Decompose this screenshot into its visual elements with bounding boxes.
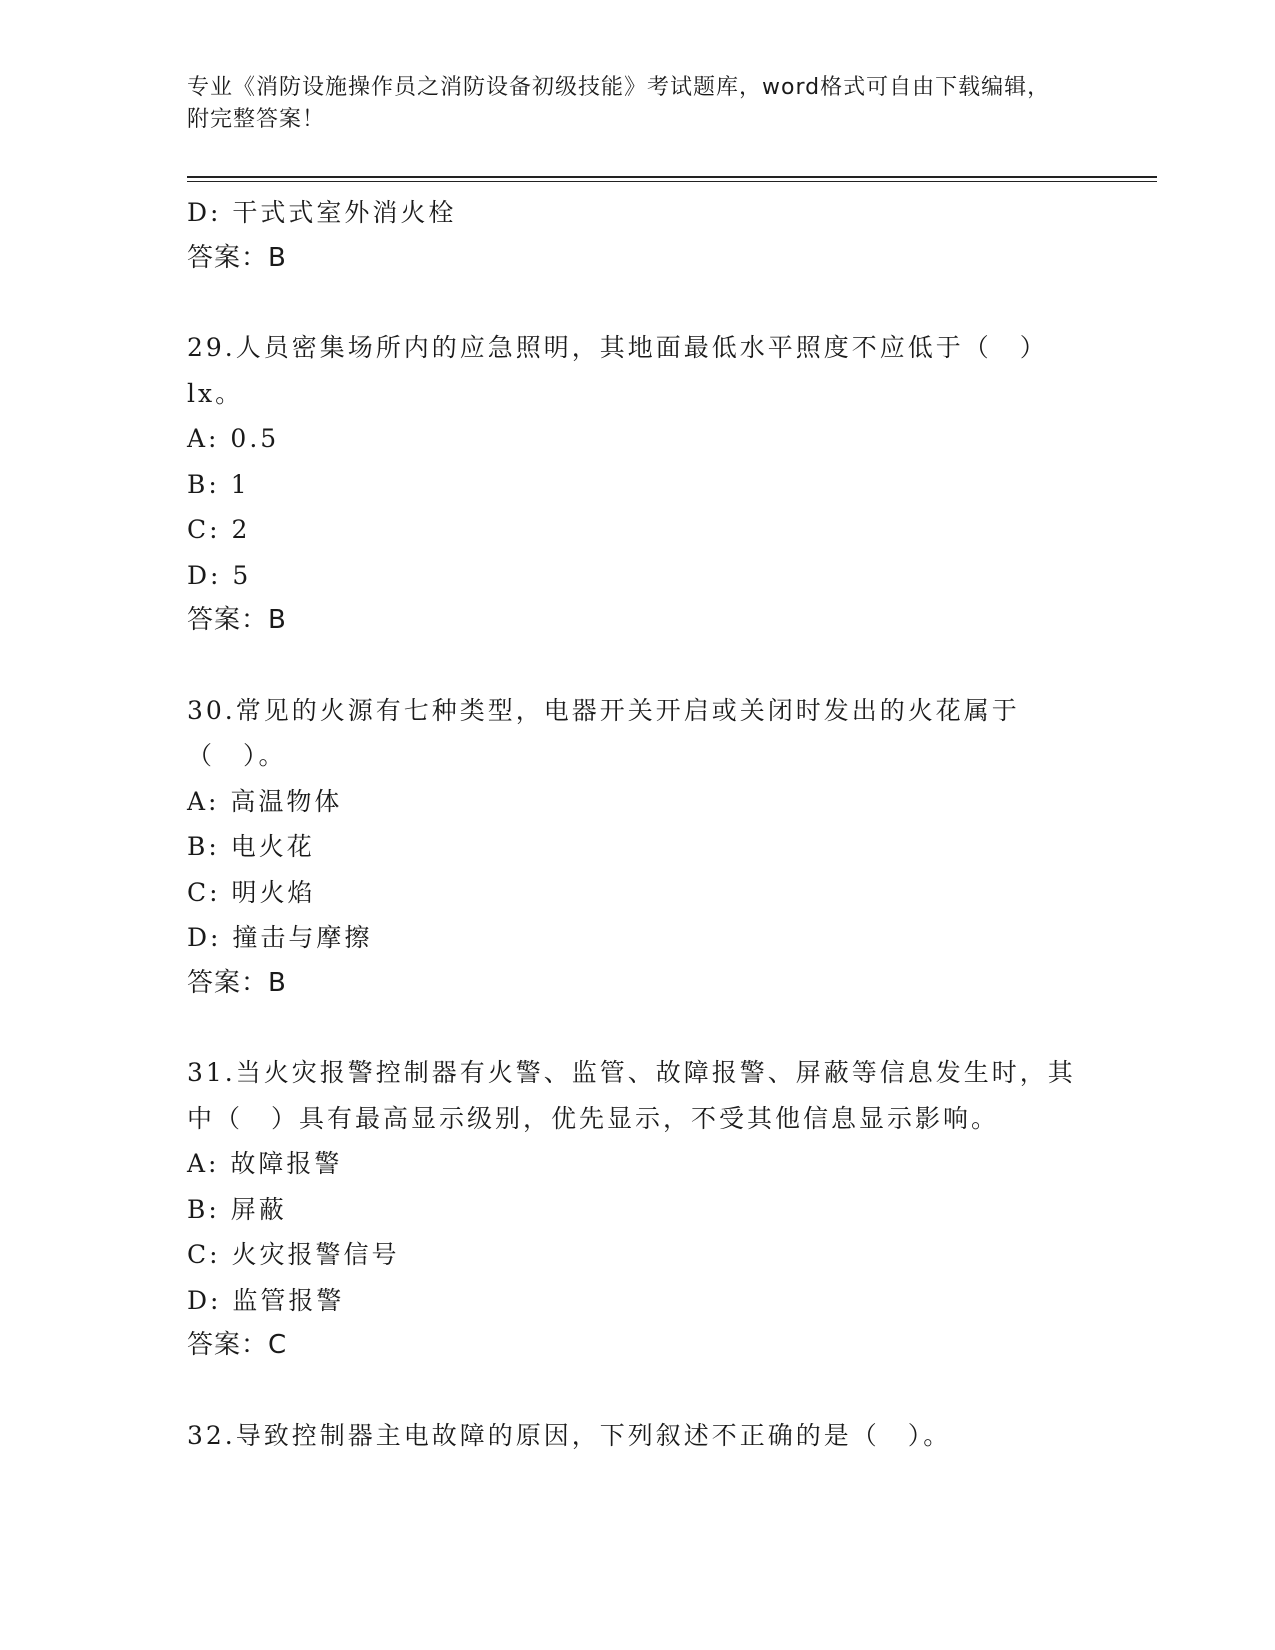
- answer: 答案：C: [187, 1330, 288, 1360]
- document-header: 专业《消防设施操作员之消防设备初级技能》考试题库，word格式可自由下载编辑，附完整答案！: [187, 75, 1051, 132]
- option-c: C: 火灾报警信号: [187, 1240, 400, 1269]
- question-list: [187, 190, 1087, 1458]
- option-c: C: 2: [187, 515, 251, 544]
- answer: 答案：B: [187, 967, 287, 998]
- question-stem: 31.当火灾报警控制器有火警、监管、故障报警、屏蔽等信息发生时，其中（ ）具有最高显示级别，优先显示，不受其他信息显示影响。: [187, 1058, 1076, 1133]
- header-rule-thick: [187, 176, 1157, 178]
- option-b: B: 1: [187, 469, 250, 499]
- question-32: [187, 1413, 1087, 1459]
- question-spacer: [187, 1369, 1087, 1413]
- prev-question-answer: 答案：B: [187, 242, 287, 273]
- header-rule-thin: [187, 181, 1157, 182]
- question-spacer: [187, 644, 1087, 688]
- option-a: A: 高温物体: [187, 786, 343, 816]
- question-stem: 30.常见的火源有七种类型，电器开关开启或关闭时发出的火花属于（ ）。: [187, 695, 1020, 770]
- question-30: [187, 688, 1087, 1007]
- question-29: [187, 325, 1087, 644]
- option-d: D: 5: [187, 560, 252, 590]
- option-b: B: 屏蔽: [187, 1194, 287, 1224]
- answer: 答案：B: [187, 605, 287, 635]
- question-stem: 29.人员密集场所内的应急照明，其地面最低水平照度不应低于（ ）lx。: [187, 333, 1048, 408]
- option-b: B: 电火花: [187, 832, 315, 861]
- question-31: [187, 1050, 1087, 1369]
- option-a: A: 故障报警: [187, 1149, 343, 1178]
- question-spacer: [187, 1006, 1087, 1050]
- prev-question-option-d: D: 干式式室外消火栓: [187, 198, 457, 227]
- question-stem: 32.导致控制器主电故障的原因，下列叙述不正确的是（ ）。: [187, 1420, 952, 1450]
- question-spacer: [187, 281, 1087, 325]
- option-c: C: 明火焰: [187, 877, 316, 907]
- option-a: A: 0.5: [187, 424, 280, 453]
- option-d: D: 监管报警: [187, 1285, 345, 1315]
- option-d: D: 撞击与摩擦: [187, 923, 373, 952]
